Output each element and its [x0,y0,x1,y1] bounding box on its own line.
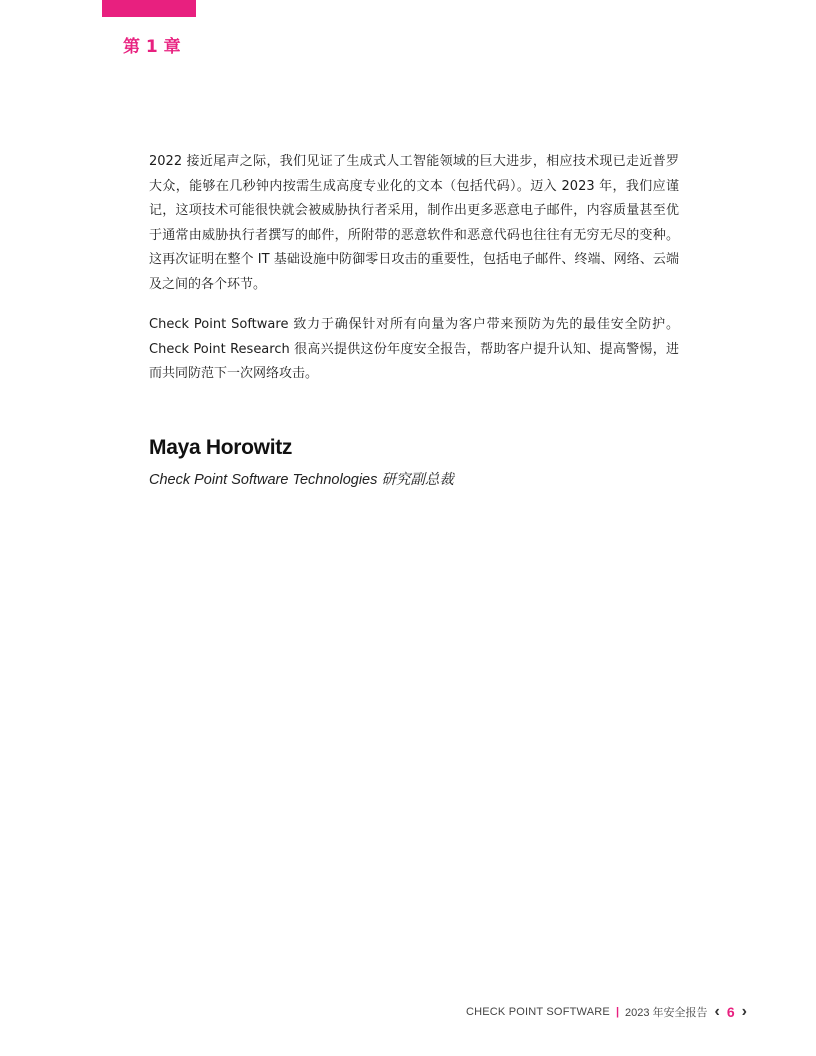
page-number: 6 [726,1004,735,1020]
prev-page-icon[interactable]: ‹ [714,1003,720,1020]
chapter-label: 第 1 章 [123,37,181,57]
footer-brand: CHECK POINT SOFTWARE [465,1006,610,1018]
signature-name: Maya Horowitz [149,436,293,459]
paragraph-1: 2022 接近尾声之际，我们见证了生成式人工智能领域的巨大进步，相应技术现已走近普罗大众，能够在几秒钟内按需生成高度专业化的文本（包括代码）。迈入 2023 年，我们应谨记，这项技术可能很快就会被威胁执行者采用，制作出更多恶意电子邮件，内容质量甚至优于通常由威胁执行者撰写的邮件，所附带的恶意软件和恶意代码也往往有无穷无尽的变种。这再次证明在整个 IT 基础设施中防御零日攻击的重要性，包括电子邮件、终端、网络、云端及之间的各个环节。 [149,154,679,292]
page-footer [466,1003,748,1021]
footer-separator: | [615,1006,620,1018]
signature-title: Check Point Software Technologies 研究副总裁 [149,472,454,488]
chapter-tab-bar [102,0,196,17]
next-page-icon[interactable]: › [741,1003,747,1020]
signature-block [149,436,454,489]
paragraph-2: Check Point Software 致力于确保针对所有向量为客户带来预防为先的最佳安全防护。Check Point Research 很高兴提供这份年度安全报告，帮助客户提升认知、提高警惕，进而共同防范下一次网络攻击。 [149,317,679,381]
body-text [149,150,679,403]
footer-report-title: 2023 年安全报告 [625,1007,708,1019]
